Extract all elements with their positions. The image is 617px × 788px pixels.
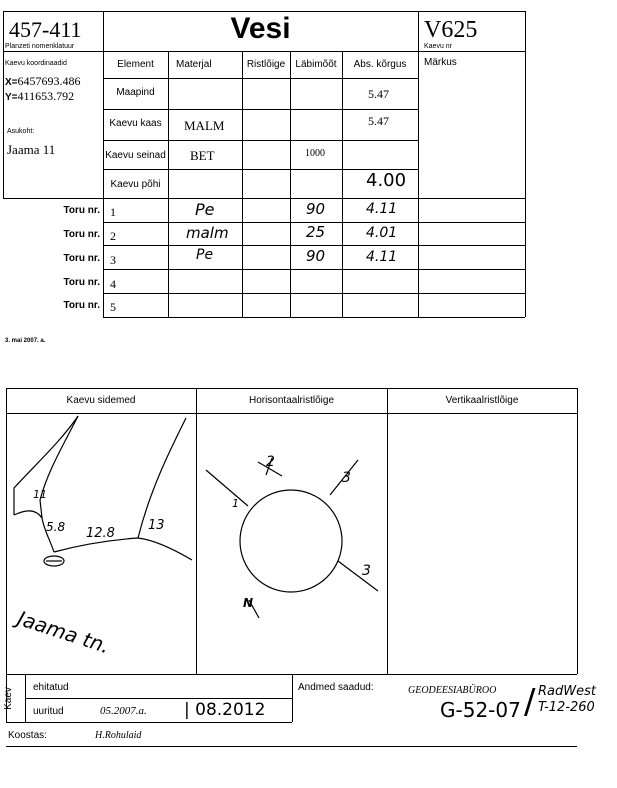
row-diameter: 1000: [305, 148, 325, 159]
row-element: Maapind: [116, 87, 155, 98]
coord-y-value: 411653.792: [17, 89, 75, 103]
pipe-abs: 4.01: [366, 225, 398, 241]
pipe-3-label: 3: [342, 470, 351, 486]
compiled-label: Koostas:: [8, 730, 47, 741]
pipe-diameter: 90: [306, 247, 326, 265]
pipe-material: malm: [186, 224, 229, 242]
col-header-cross: Ristlõige: [246, 59, 286, 70]
data-from-hand: G-52-07: [440, 698, 521, 722]
pipe-no: 4: [110, 277, 116, 291]
sketch-street: Jaama tn.: [14, 606, 113, 659]
section-links: Kaevu sidemed: [66, 395, 136, 406]
pipe-material: Pe: [196, 247, 214, 263]
surveyed-hand-value: 08.2012: [195, 700, 266, 720]
pipe-abs: 4.11: [366, 201, 398, 217]
pipe-label: Toru nr.: [63, 229, 100, 240]
surveyed-value: 05.2007.a.: [100, 705, 147, 717]
col-header-diameter: Läbimõõt: [295, 59, 337, 70]
pipe-no: 2: [110, 229, 116, 243]
pipe-material: Pe: [195, 200, 215, 219]
pipe-label: Toru nr.: [63, 277, 100, 288]
section-horizontal: Horisontaalristlõige: [248, 395, 335, 406]
pipe-label: Toru nr.: [63, 205, 100, 216]
data-from-value: GEODEESIABÜROO: [408, 685, 497, 696]
built-label: ehitatud: [33, 682, 69, 693]
compiled-value: H.Rohulaid: [95, 730, 142, 741]
north-arrow-icon: N: [243, 596, 254, 610]
col-header-material: Materjal: [176, 59, 212, 70]
section-vertical: Vertikaalristlõige: [445, 395, 519, 406]
plane-nomenclature-caption: Planzeti nomenklatuur: [5, 43, 75, 50]
well-number-caption: Kaevu nr: [424, 43, 453, 50]
row-abs: 5.47: [368, 87, 389, 101]
data-from-label: Andmed saadud:: [298, 682, 374, 693]
pipe-3b-label: 3: [362, 563, 371, 579]
date-note: 3. mai 2007. a.: [5, 338, 46, 344]
sketch-label-58: 5.8: [46, 520, 66, 534]
surveyed-label: uuritud: [33, 706, 64, 717]
pipe-label: Toru nr.: [63, 253, 100, 264]
data-from-slash: /: [524, 682, 536, 722]
pipe-abs: 4.11: [366, 249, 398, 265]
pipe-no: 1: [110, 205, 116, 219]
pipe-diameter: 25: [306, 223, 326, 241]
sketch-label-128: 12.8: [86, 526, 115, 541]
footer-side-label: Kaev: [2, 687, 14, 710]
coord-x-value: 6457693.486: [17, 74, 81, 88]
location-value: Jaama 11: [7, 142, 56, 157]
row-element: Kaevu seinad: [105, 150, 166, 161]
data-from-hand2: RadWest T-12-260: [538, 684, 596, 715]
row-element: Kaevu põhi: [110, 179, 161, 190]
col-header-abs: Abs. kõrgus: [353, 59, 407, 70]
coordinates-caption: Kaevu koordinaadid: [5, 60, 67, 67]
pipe-1-label: 1: [232, 497, 239, 510]
sketch-label-11: 11: [33, 488, 47, 501]
row-abs: 5.47: [368, 114, 389, 128]
row-material: BET: [190, 148, 215, 163]
location-caption: Asukoht:: [7, 128, 35, 135]
pipe-no: 3: [110, 253, 116, 267]
coord-y-label: Y=: [5, 92, 18, 103]
row-material: MALM: [184, 118, 225, 133]
surveyed-hand: | 08.2012: [184, 700, 266, 720]
col-header-notes: Märkus: [424, 57, 457, 68]
col-header-element: Element: [117, 59, 154, 70]
row-abs: 4.00: [366, 170, 407, 191]
pipe-diameter: 90: [306, 200, 326, 218]
horizontal-section-sketch: [206, 458, 378, 618]
pipe-2-label: 2: [266, 454, 275, 470]
pipe-label: Toru nr.: [63, 300, 100, 311]
well-number: V625: [424, 17, 478, 43]
pipe-no: 5: [110, 300, 116, 314]
plane-nomenclature: 457-411: [9, 17, 82, 42]
row-element: Kaevu kaas: [109, 118, 162, 129]
sketch-label-13: 13: [148, 518, 165, 533]
coord-x-label: X=: [5, 77, 18, 88]
page-title: Vesi: [230, 12, 291, 45]
